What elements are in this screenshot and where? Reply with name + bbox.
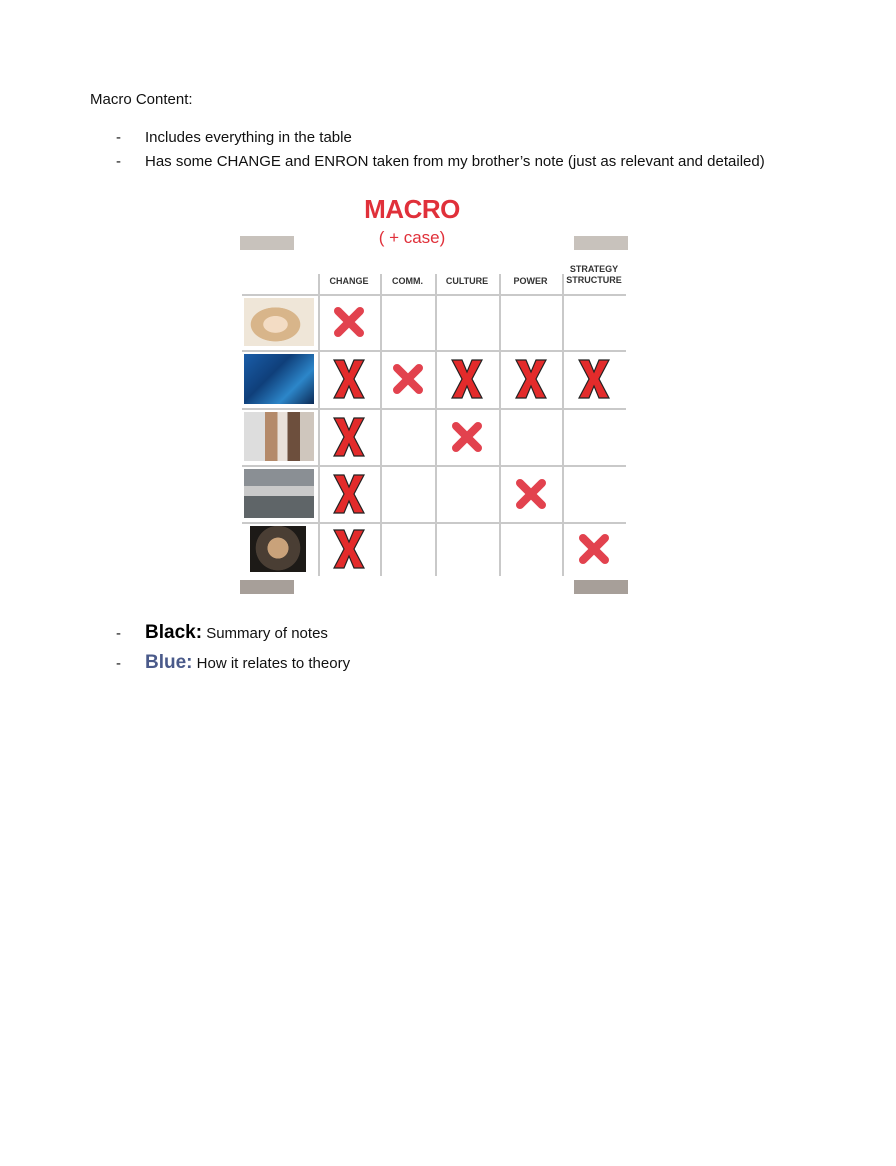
call-center-photo [244,412,314,461]
cross-mark-icon [514,477,548,511]
x-mark-icon [332,528,366,570]
legend-text: How it relates to theory [192,655,351,672]
column-header-line: STRUCTURE [566,275,622,285]
enron-logo-photo [244,354,314,404]
cross-mark-icon [450,420,484,454]
figure-subtitle: ( + case) [378,228,446,247]
table-row-divider [242,294,626,296]
x-mark-icon [318,465,380,522]
digital-face-photo [250,526,306,572]
list-item-text: Includes everything in the table [145,129,352,146]
x-mark-icon [318,522,380,576]
legend-key-black: Black: [145,622,203,643]
factory-workers-photo [244,469,314,518]
list-item [116,129,352,146]
macro-content-heading: Macro Content: [90,91,193,108]
cross-mark-icon [435,408,499,465]
legend-text: Summary of notes [202,625,328,642]
cross-mark-icon [318,294,380,350]
cross-mark-icon [577,532,611,566]
x-mark-icon [332,358,366,400]
x-mark-icon [318,350,380,408]
table-column-divider [499,274,501,576]
x-mark-icon [318,408,380,465]
macro-table-figure [236,190,632,598]
table-row-divider [242,408,626,410]
x-mark-icon [435,350,499,408]
legend-item [116,652,350,674]
bullet-dash: - [116,153,121,170]
cross-mark-icon [499,465,562,522]
decorative-bar [240,580,294,594]
column-header [499,276,562,287]
column-header [318,276,380,287]
column-header-line: CHANGE [329,276,369,286]
column-header [380,276,435,287]
decorative-bar [240,236,294,250]
table-column-divider [380,274,382,576]
x-mark-icon [450,358,484,400]
column-header-line: COMM. [392,276,423,286]
bullet-dash: - [116,655,121,672]
table-row-divider [242,465,626,467]
list-item-text: Has some CHANGE and ENRON taken from my brother’s note (just as relevant and detailed) [145,153,765,170]
x-mark-icon [514,358,548,400]
decorative-bar [574,236,628,250]
cross-mark-icon [380,350,435,408]
x-mark-icon [499,350,562,408]
cross-mark-icon [391,362,425,396]
column-header [562,264,626,286]
woman-hair-photo [244,298,314,346]
cross-mark-icon [332,305,366,339]
column-header [435,276,499,287]
x-mark-icon [562,350,626,408]
bullet-dash: - [116,625,121,642]
bullet-dash: - [116,129,121,146]
decorative-bar [574,580,628,594]
list-item [116,153,765,170]
column-header-line: POWER [513,276,548,286]
legend-key-blue: Blue: [145,652,193,673]
figure-title: MACRO [364,194,460,224]
cross-mark-icon [562,522,626,576]
x-mark-icon [577,358,611,400]
column-header-line: STRATEGY [569,264,619,274]
x-mark-icon [332,473,366,515]
column-header-line: CULTURE [445,276,489,286]
x-mark-icon [332,416,366,458]
legend-item [116,622,328,644]
